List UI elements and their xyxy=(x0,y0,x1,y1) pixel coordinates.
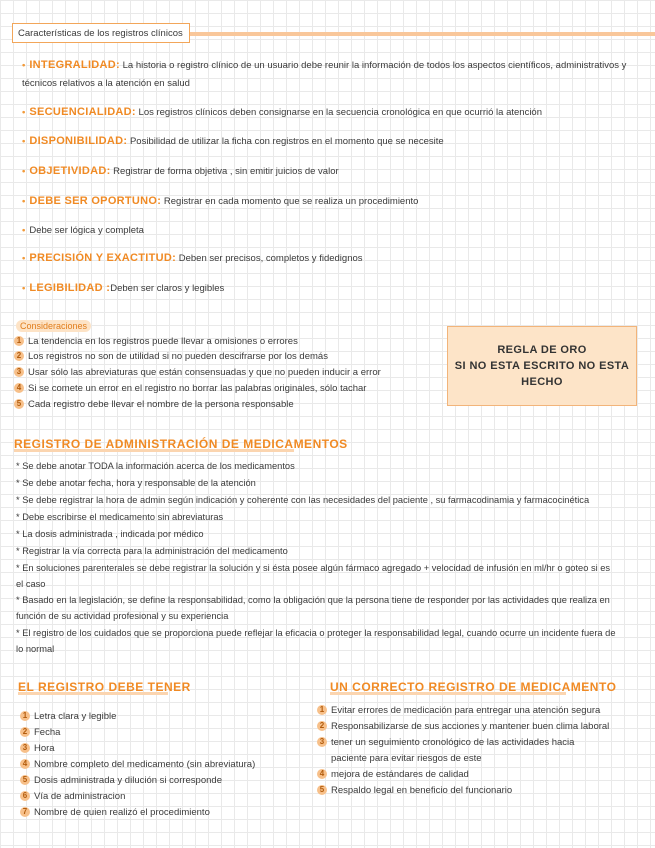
list-item xyxy=(331,752,482,765)
golden-rule-line: HECHO xyxy=(521,376,563,388)
list-item xyxy=(317,768,469,781)
golden-rule-line: REGLA DE ORO xyxy=(497,344,587,356)
characteristic-integralidad-cont xyxy=(22,77,190,90)
characteristic-oportuno xyxy=(22,195,418,208)
characteristic-text: Deben ser precisos, completos y fidedignos xyxy=(176,253,363,264)
bullet-dot-icon: • xyxy=(22,225,26,236)
bullet-dot-icon: • xyxy=(22,136,26,147)
medication-item: * El registro de los cuidados que se proporciona puede reflejar la eficacia o proteger la responsabilidad legal, cuando ocurre un incidente fuera de xyxy=(16,628,616,638)
list-item-text: Responsabilizarse de sus acciones y mantener buen clima laboral xyxy=(331,721,610,732)
number-badge: 3 xyxy=(20,743,30,753)
list-item xyxy=(317,784,512,797)
characteristic-objetividad xyxy=(22,165,339,178)
list-item xyxy=(317,704,600,717)
list-item-text: Dosis administrada y dilución si corresponde xyxy=(34,775,222,786)
bullet-dot-icon: • xyxy=(22,253,26,264)
keyword: DEBE SER OPORTUNO: xyxy=(29,195,162,207)
list-item xyxy=(20,774,222,787)
characteristic-text: La historia o registro clínico de un usuario debe reunir la información de todos los aspectos científicos, administrativos y xyxy=(120,60,627,71)
number-badge: 2 xyxy=(20,727,30,737)
number-badge: 3 xyxy=(317,737,327,747)
medication-item: * Se debe registrar la hora de admin según indicación y coherente con las necesidades del paciente , su farmacodinamia y farmacocinética xyxy=(16,495,590,505)
medication-section-title: REGISTRO DE ADMINISTRACIÓN DE MEDICAMENTOS xyxy=(14,437,348,451)
characteristic-text: Los registros clínicos deben consignarse en la secuencia cronológica en que ocurrió la atención xyxy=(135,107,542,118)
golden-rule-line: SI NO ESTA ESCRITO NO ESTA xyxy=(454,360,630,372)
list-item-text: Hora xyxy=(34,743,55,754)
number-badge: 2 xyxy=(317,721,327,731)
characteristic-text: técnicos relativos a la atención en salud xyxy=(22,78,190,89)
list-item-text: Usar sólo las abreviaturas que están consensuadas y que no pueden inducir a error xyxy=(28,367,381,378)
list-item xyxy=(14,382,366,395)
medication-item: * Basado en la legislación, se define la responsabilidad, como la obligación que la persona tiene de responder por las actividades que realiza en xyxy=(16,595,610,605)
keyword: INTEGRALIDAD: xyxy=(29,59,120,71)
list-item-text: Letra clara y legible xyxy=(34,711,117,722)
bullet-dot-icon: • xyxy=(22,196,26,207)
bullet-dot-icon: • xyxy=(22,283,26,294)
list-item-text: tener un seguimiento cronológico de las actividades hacia xyxy=(331,737,575,748)
keyword: DISPONIBILIDAD: xyxy=(29,135,128,147)
golden-rule-box xyxy=(447,326,637,406)
number-badge: 4 xyxy=(317,769,327,779)
keyword: OBJETIVIDAD: xyxy=(29,165,111,177)
list-item-text: Respaldo legal en beneficio del funcionario xyxy=(331,785,513,796)
number-badge: 1 xyxy=(317,705,327,715)
page-title: Características de los registros clínicos xyxy=(12,23,190,43)
number-badge: 5 xyxy=(14,399,24,409)
must-have-title: EL REGISTRO DEBE TENER xyxy=(18,680,191,694)
number-badge: 2 xyxy=(14,351,24,361)
keyword: LEGIBILIDAD : xyxy=(29,282,111,294)
list-item-text: Los registros no son de utilidad si no pueden descifrarse por los demás xyxy=(28,351,328,362)
list-item xyxy=(20,726,60,739)
keyword: SECUENCIALIDAD: xyxy=(29,106,136,118)
list-item xyxy=(20,806,210,819)
characteristic-disponibilidad xyxy=(22,135,444,148)
number-badge: 7 xyxy=(20,807,30,817)
characteristic-text: Registrar en cada momento que se realiza un procedimiento xyxy=(161,196,419,207)
number-badge: 3 xyxy=(14,367,24,377)
medication-item: el caso xyxy=(16,579,46,589)
list-item-text: mejora de estándares de calidad xyxy=(331,769,469,780)
list-item-text: Si se comete un error en el registro no borrar las palabras originales, sólo tachar xyxy=(28,383,367,394)
list-item xyxy=(20,790,125,803)
medication-item: función de su actividad profesional y su experiencia xyxy=(16,611,229,621)
characteristic-logica xyxy=(22,224,144,237)
characteristic-text: Debe ser lógica y completa xyxy=(29,225,144,236)
list-item xyxy=(20,710,116,723)
medication-item: * En soluciones parenterales se debe registrar la solución y si ésta posee algún fármaco agregado + velocidad de infusión en ml/hr o goteo si es xyxy=(16,563,611,573)
considerations-label: Consideraciones xyxy=(16,320,91,332)
bullet-dot-icon: • xyxy=(22,107,26,118)
correct-record-title: UN CORRECTO REGISTRO DE MEDICAMENTO xyxy=(330,680,617,694)
list-item-text: Nombre de quien realizó el procedimiento xyxy=(34,807,210,818)
list-item-text: Fecha xyxy=(34,727,61,738)
list-item xyxy=(14,366,381,379)
characteristic-integralidad xyxy=(22,59,642,72)
list-item-text: paciente para evitar riesgos de este xyxy=(331,753,482,764)
list-item xyxy=(14,335,298,348)
medication-item: * Debe escribirse el medicamento sin abreviaturas xyxy=(16,512,224,522)
characteristic-legibilidad xyxy=(22,282,224,295)
number-badge: 5 xyxy=(20,775,30,785)
characteristic-text: Deben ser claros y legibles xyxy=(110,283,225,294)
medication-item: lo normal xyxy=(16,644,55,654)
list-item-text: Evitar errores de medicación para entregar una atención segura xyxy=(331,705,601,716)
list-item xyxy=(20,758,255,771)
list-item-text: Nombre completo del medicamento (sin abreviatura) xyxy=(34,759,256,770)
medication-item: * Se debe anotar fecha, hora y responsable de la atención xyxy=(16,478,256,488)
characteristic-text: Posibilidad de utilizar la ficha con registros en el momento que se necesite xyxy=(127,136,444,147)
keyword: PRECISIÓN Y EXACTITUD: xyxy=(29,252,177,264)
medication-item: * La dosis administrada , indicada por médico xyxy=(16,529,204,539)
bullet-dot-icon: • xyxy=(22,60,26,71)
number-badge: 4 xyxy=(14,383,24,393)
title-divider xyxy=(190,32,655,36)
list-item xyxy=(14,350,328,363)
number-badge: 4 xyxy=(20,759,30,769)
medication-item: * Registrar la vía correcta para la administración del medicamento xyxy=(16,546,288,556)
list-item xyxy=(14,398,294,411)
list-item-text: La tendencia en los registros puede llevar a omisiones o errores xyxy=(28,336,298,347)
bullet-dot-icon: • xyxy=(22,166,26,177)
characteristic-secuencialidad xyxy=(22,106,542,119)
number-badge: 5 xyxy=(317,785,327,795)
medication-item: * Se debe anotar TODA la información acerca de los medicamentos xyxy=(16,461,295,471)
number-badge: 1 xyxy=(20,711,30,721)
list-item-text: Cada registro debe llevar el nombre de la persona responsable xyxy=(28,399,294,410)
number-badge: 1 xyxy=(14,336,24,346)
characteristic-text: Registrar de forma objetiva , sin emitir juicios de valor xyxy=(110,166,339,177)
list-item-text: Vía de administracion xyxy=(34,791,126,802)
list-item xyxy=(20,742,55,755)
list-item xyxy=(317,720,609,733)
list-item xyxy=(317,736,574,749)
number-badge: 6 xyxy=(20,791,30,801)
characteristic-precision xyxy=(22,252,363,265)
